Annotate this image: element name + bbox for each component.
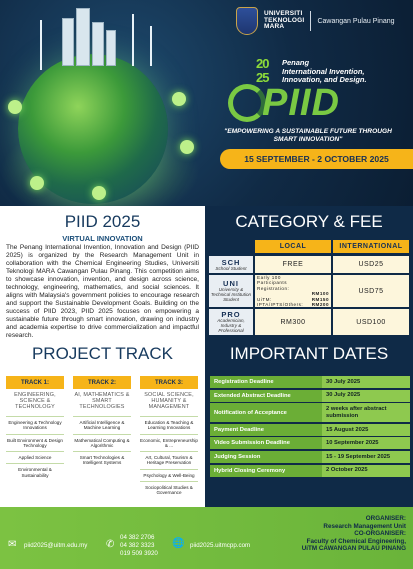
mail-icon: ✉ <box>8 539 17 550</box>
bulb-icon <box>92 186 106 200</box>
globe-icon: 🌐 <box>172 538 185 549</box>
bulb-icon <box>30 176 44 190</box>
track-topic: Built Environment & Design Technology <box>6 434 64 452</box>
date-row <box>210 390 410 402</box>
phone-number[interactable]: 04 382 2706 <box>120 534 155 541</box>
organisers <box>302 515 406 553</box>
contact-website[interactable]: piid2025.uitmcpp.com <box>190 542 251 549</box>
piid-logo <box>228 84 378 122</box>
date-label: Judging Session <box>214 453 261 460</box>
category-title: CATEGORY & FEE <box>235 212 383 231</box>
track-column <box>140 376 198 499</box>
campus-name: Cawangan Pulau Pinang <box>317 17 395 25</box>
column-header-international: INTERNATIONAL <box>333 240 409 253</box>
bulb-icon <box>172 92 186 106</box>
date-value: 2 October 2025 <box>322 465 410 477</box>
fee-local <box>255 275 331 307</box>
track-topic: Psychology & Well-Being <box>140 469 198 481</box>
category-row-uni <box>209 275 253 307</box>
about-subtitle: VIRTUAL INNOVATION <box>62 234 143 243</box>
track-name: SOCIAL SCIENCE, HUMANITY & MANAGEMENT <box>144 392 194 411</box>
track-topic: Education & Teaching & Learning Innovations <box>140 416 198 434</box>
uni-fee-breakdown <box>255 275 331 308</box>
year-top: 20 <box>256 56 269 71</box>
category-desc: Academician, Industry & Professional <box>217 318 245 333</box>
event-name-line: Innovation, and Design. <box>282 75 367 85</box>
category-desc: University & Technical Institution Student <box>210 287 252 302</box>
university-line: TEKNOLOGI <box>264 16 305 24</box>
track-topic: Economic, Entrepreneurship & ... <box>140 434 198 452</box>
building-image <box>62 18 74 66</box>
fee-label: UiTM: <box>257 296 272 302</box>
date-row <box>210 403 410 422</box>
university-line: UNIVERSITI <box>264 9 303 17</box>
event-name-line: Penang <box>282 58 310 67</box>
fee-value: RM200 <box>311 302 329 307</box>
event-tagline: "EMPOWERING A SUSTAINABLE FUTURE THROUGH SMART INNOVATION" <box>224 128 392 144</box>
footer <box>0 507 413 569</box>
fee-label: Early 100 Participants Registration: <box>257 274 290 291</box>
track-topic: Sociopolitical Studies & Governance <box>140 481 198 499</box>
building-image <box>92 22 104 66</box>
category-row-pro <box>209 309 253 335</box>
fee-local: FREE <box>255 256 331 273</box>
uitm-crest-icon <box>236 7 258 35</box>
track-topic: Applied Science <box>6 451 64 463</box>
track-topic: Mathematical Computing & Algorithmic <box>73 434 131 452</box>
building-image <box>106 30 116 66</box>
date-value: 30 July 2025 <box>322 390 410 402</box>
date-row <box>210 376 410 388</box>
category-code: PRO <box>221 310 241 320</box>
about-body: The Penang International Invention, Innovation and Design (PIID 2025) is organized by the Research Management Unit in collaboration with the Chemical Engineering Studies, Universiti Teknologi MARA Cawangan Pulau Pinang. This competition aims to showcase innovation, invention, and design across science, technology, engineering, mathematics, and social sciences. It aligns with Malaysia's government policies to encourage research and support the Sustainable Development Goals. Building on the success of PIID 2023, PIID 2025 focuses on empowering a sustainable future through smart innovation, drawing on industry and academia expertise to drive commercialization and impactful research. <box>6 244 199 339</box>
track-topic: Artificial Intelligence & Machine Learning <box>73 416 131 434</box>
track-head: TRACK 2: <box>73 376 131 389</box>
category-row-sch <box>209 256 253 273</box>
university-name <box>264 11 304 31</box>
date-label: Payment Deadline <box>214 426 264 433</box>
date-label: Video Submission Deadline <box>214 440 290 447</box>
organiser-label: ORGANISER: <box>365 515 406 522</box>
university-line: MARA <box>264 23 285 31</box>
date-label: Registration Deadline <box>214 379 274 385</box>
track-column <box>6 376 64 481</box>
category-code: SCH <box>221 257 241 267</box>
piid-ring-icon <box>228 84 266 122</box>
category-code: UNI <box>223 279 239 289</box>
important-dates-title: IMPORTANT DATES <box>229 344 389 363</box>
date-value: 15 August 2025 <box>322 424 410 436</box>
contact-email[interactable]: piid2025@uitm.edu.my <box>24 542 88 549</box>
date-label: Extended Abstract Deadline <box>214 392 291 399</box>
track-head: TRACK 3: <box>140 376 198 389</box>
track-topic: Engineering & Technology Innovations <box>6 416 64 434</box>
date-row <box>210 424 410 436</box>
track-name: AI, MATHEMATICS & SMART TECHNOLOGIES <box>74 392 130 411</box>
bulb-icon <box>180 140 194 154</box>
year-bottom: 25 <box>256 70 269 85</box>
organiser-name: Research Management Unit <box>323 522 406 530</box>
wind-turbine-image <box>40 20 42 70</box>
wind-turbine-image <box>132 14 134 66</box>
uitm-logo <box>236 4 395 38</box>
contact-phones <box>120 534 158 557</box>
track-topic: Smart Technologies & Intelligent Systems <box>73 451 131 469</box>
project-track-title: PROJECT TRACK <box>31 344 174 363</box>
event-name <box>282 59 367 85</box>
project-track-section <box>0 340 205 507</box>
date-value: 10 September 2025 <box>322 437 410 449</box>
fee-value: RM150 <box>311 296 329 302</box>
fee-international: USD75 <box>333 275 409 307</box>
date-row <box>210 465 410 477</box>
event-name-line: International Invention, <box>282 66 365 76</box>
category-fee-section <box>205 206 413 340</box>
coorganiser-name: Faculty of Chemical Engineering, <box>306 537 406 545</box>
about-section <box>0 206 205 340</box>
fee-local: RM300 <box>255 309 331 335</box>
coorganiser-name: UiTM CAWANGAN PULAU PINANG <box>301 545 406 553</box>
dates-table <box>210 376 410 478</box>
important-dates-section <box>205 340 413 507</box>
phone-number[interactable]: 019 509 3920 <box>120 549 158 557</box>
column-header-local: LOCAL <box>255 240 331 253</box>
date-label: Hybrid Closing Ceremony <box>214 467 286 474</box>
logo-divider <box>310 11 311 31</box>
track-head: TRACK 1: <box>6 376 64 389</box>
date-value: 15 - 19 September 2025 <box>322 451 410 463</box>
track-column <box>73 376 131 469</box>
about-title: PIID 2025 <box>64 212 141 231</box>
track-topic: Art, Cultural, Tourism & Heritage Preservation <box>140 451 198 469</box>
track-name: ENGINEERING, SCIENCE & TECHNOLOGY <box>14 392 56 411</box>
fee-international: USD25 <box>333 256 409 273</box>
date-value: 2 weeks after abstract submission <box>322 403 410 422</box>
event-dates: 15 SEPTEMBER - 2 OCTOBER 2025 <box>220 149 413 169</box>
fee-value: RM100 <box>311 291 329 296</box>
phone-icon: ✆ <box>106 539 115 550</box>
category-desc: School Student <box>215 265 247 271</box>
date-row <box>210 437 410 449</box>
date-row <box>210 451 410 463</box>
bulb-icon <box>8 100 22 114</box>
building-image <box>76 8 90 66</box>
piid-wordmark: PIID <box>262 82 340 124</box>
hero-banner <box>0 0 413 206</box>
fee-label: IPTA/IPTS/Others: <box>257 302 304 307</box>
phone-number[interactable]: 04 382 3323 <box>120 541 155 549</box>
track-topic: Environmental & Sustainability <box>6 463 64 481</box>
wind-turbine-image <box>150 26 152 66</box>
date-label: Notification of Acceptance <box>214 409 287 416</box>
date-value: 30 July 2025 <box>322 376 410 388</box>
fee-international: USD100 <box>333 309 409 335</box>
coorganiser-label: CO-ORGANISER: <box>354 530 406 538</box>
